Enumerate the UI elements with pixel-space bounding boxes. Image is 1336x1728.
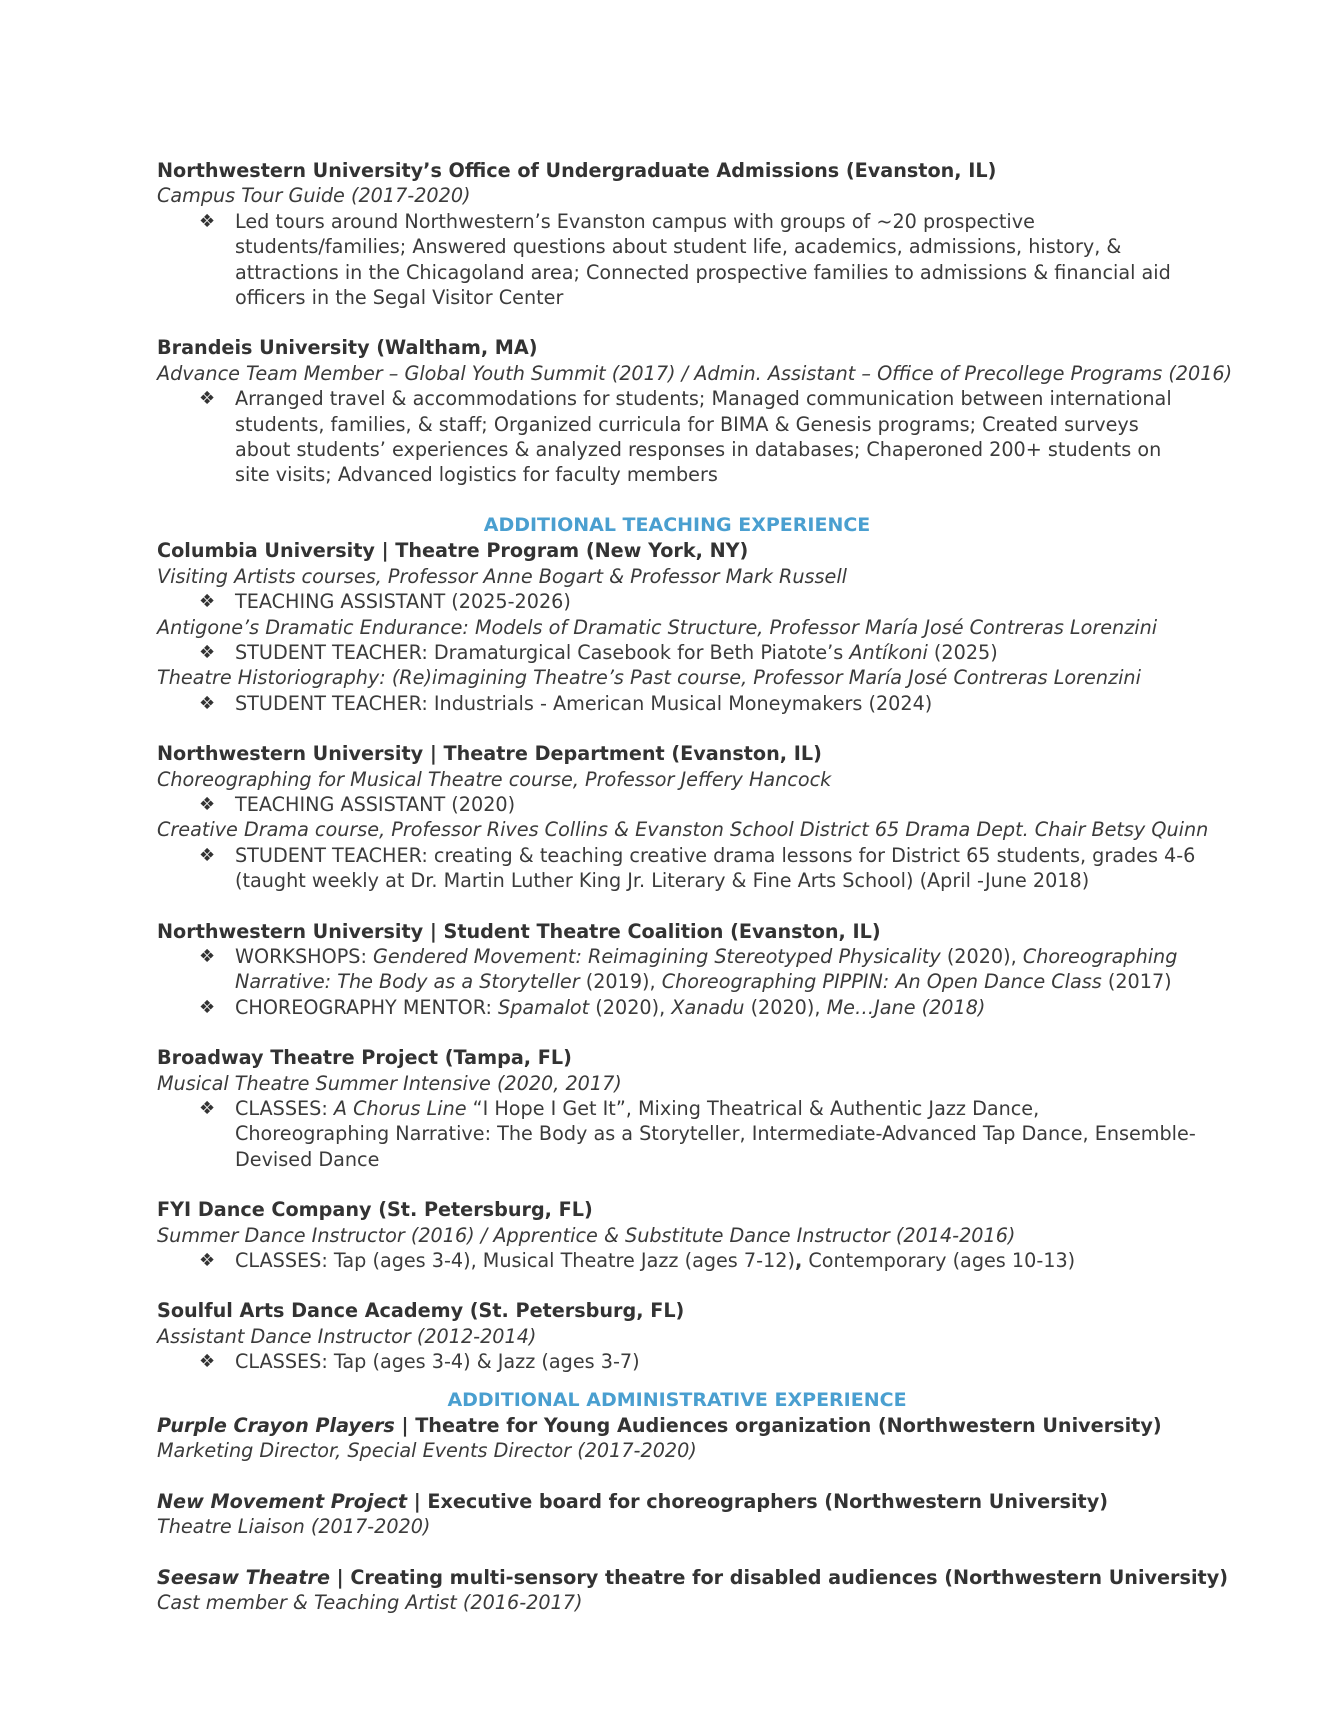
bullet-icon: ❖: [199, 641, 216, 663]
section-title-teaching: ADDITIONAL TEACHING EXPERIENCE: [483, 513, 871, 536]
org-heading: FYI Dance Company (St. Petersburg, FL): [157, 1198, 593, 1222]
show-title: A Chorus Line: [333, 1097, 467, 1120]
bullet-text: STUDENT TEACHER: Industrials - American Musical Moneymakers (2024): [235, 691, 933, 715]
bullet-item: [157, 843, 1197, 894]
bullet-text: Arranged travel & accommodations for students; Managed communication between international students, families, & staff; Organized curricula for BIMA & Genesis programs; Created surveys about students’ experiences & analyzed responses in databases; Chaperoned 200+ students on site visits; Advanced logistics for faculty members: [235, 387, 1172, 487]
bullet-text: TEACHING ASSISTANT (2020): [235, 792, 516, 816]
bullet-text-part: (2025): [927, 640, 998, 664]
bullet-text-part: Contemporary (ages 10-13): [802, 1249, 1076, 1273]
entry-seesaw: [157, 1565, 1228, 1616]
bullet-icon: ❖: [199, 945, 216, 967]
role-title: Cast member & Teaching Artist (2016-2017): [157, 1591, 583, 1615]
bullet-item: [157, 1096, 1197, 1172]
bullet-icon: ❖: [199, 1351, 216, 1373]
entry-soulful: [157, 1298, 1197, 1374]
bullet-icon: ❖: [199, 844, 216, 866]
org-description: | Executive board for choreographers (Northwestern University): [407, 1489, 1108, 1513]
bullet-icon: ❖: [199, 793, 216, 815]
org-heading: Brandeis University (Waltham, MA): [157, 336, 538, 360]
bullet-icon: ❖: [199, 692, 216, 714]
show-title: Me…Jane (2018): [826, 995, 986, 1019]
comma: ,: [794, 1249, 803, 1273]
entry-nu-stc: [157, 919, 1197, 1021]
year: (2020),: [940, 944, 1023, 968]
org-heading: Columbia University | Theatre Program (New York, NY): [157, 539, 749, 563]
org-name: Purple Crayon Players: [157, 1414, 395, 1438]
year: (2019),: [579, 970, 662, 994]
bullet-item: [157, 1349, 1197, 1374]
label: CLASSES:: [235, 1097, 334, 1120]
bullet-text: [235, 1096, 1197, 1172]
course-title: Theatre Historiography: (Re)imagining Theatre’s Past course, Professor María José Contreras Lorenzini: [157, 666, 1141, 690]
org-description: | Creating multi-sensory theatre for disabled audiences (Northwestern University): [329, 1565, 1228, 1589]
year: (2017): [1101, 970, 1172, 994]
bullet-item: [157, 640, 1197, 665]
resume-content: [157, 158, 1233, 1641]
role-title: Advance Team Member – Global Youth Summit (2017) / Admin. Assistant – Office of Precollege Programs (2016): [157, 361, 1233, 385]
show-title: Spamalot: [498, 995, 590, 1019]
org-heading: Northwestern University | Student Theatre Coalition (Evanston, IL): [157, 919, 881, 943]
bullet-icon: ❖: [199, 1250, 216, 1272]
bullet-icon: ❖: [199, 996, 216, 1018]
workshop-title: Choreographing PIPPIN: An Open Dance Class: [661, 970, 1102, 994]
year: (2020),: [744, 995, 827, 1019]
show-title: Xanadu: [671, 995, 745, 1019]
bullet-text-part: STUDENT TEACHER: Dramaturgical Casebook for Beth Piatote’s: [235, 640, 850, 664]
label: WORKSHOPS:: [235, 944, 374, 968]
bullet-icon: ❖: [199, 388, 216, 410]
entry-brandeis: [157, 335, 1233, 487]
bullet-item: [157, 995, 1197, 1020]
org-heading: Northwestern University’s Office of Undergraduate Admissions (Evanston, IL): [157, 159, 997, 182]
section-title-admin: ADDITIONAL ADMINISTRATIVE EXPERIENCE: [447, 1388, 907, 1411]
org-heading: [157, 1413, 1197, 1438]
bullet-text: Led tours around Northwestern’s Evanston campus with groups of ~20 prospective students/families; Answered questions about student life, academics, admissions, history, & attractions in the Chicagoland area; Connected prospective families to admissions & financial aid officers in the Segal Visitor Center: [235, 209, 1171, 310]
bullet-text: [235, 1248, 1197, 1273]
workshop-title: Choreographing Narrative: The Body as a Storyteller: [235, 944, 1178, 994]
bullet-text-part: “I Hope I Get It”, Mixing Theatrical & Authentic Jazz Dance, Choreographing Narrative: The Body as a Storyteller, Intermediate-Advanced Tap Dance, Ensemble-Devised Dance: [235, 1097, 1196, 1171]
course-title: Choreographing for Musical Theatre course, Professor Jeffery Hancock: [157, 767, 832, 791]
label: CHOREOGRAPHY MENTOR:: [235, 995, 499, 1019]
bullet-item: [157, 792, 1197, 817]
entry-nu-theatre: [157, 741, 1209, 893]
entry-nu-admissions: [157, 158, 1197, 310]
org-heading: Broadway Theatre Project (Tampa, FL): [157, 1046, 572, 1070]
bullet-item: [157, 944, 1197, 995]
bullet-text: STUDENT TEACHER: creating & teaching creative drama lessons for District 65 students, grades 4-6 (taught weekly at Dr. Martin Luther King Jr. Literary & Fine Arts School) (April -June 2018): [235, 843, 1196, 893]
role-title: Campus Tour Guide (2017-2020): [157, 184, 471, 208]
entry-purple-crayon: [157, 1413, 1197, 1464]
bullet-text: [235, 640, 1197, 665]
org-heading: [157, 1565, 1228, 1590]
bullet-icon: ❖: [199, 1098, 216, 1119]
entry-fyi: [157, 1197, 1197, 1273]
course-title: Creative Drama course, Professor Rives Collins & Evanston School District 65 Drama Dept. Chair Betsy Quinn: [157, 818, 1209, 842]
workshop-title: Gendered Movement: Reimagining Stereotyped Physicality: [373, 944, 941, 968]
role-title: Assistant Dance Instructor (2012-2014): [157, 1324, 537, 1348]
entry-new-movement: [157, 1489, 1197, 1540]
org-heading: [157, 1489, 1197, 1514]
bullet-item: [157, 1248, 1197, 1273]
bullet-item: [157, 691, 1197, 716]
bullet-icon: ❖: [199, 210, 216, 232]
bullet-text: [235, 944, 1197, 995]
role-title: Summer Dance Instructor (2016) / Apprentice & Substitute Dance Instructor (2014-2016): [157, 1223, 1016, 1247]
org-heading: Northwestern University | Theatre Department (Evanston, IL): [157, 742, 822, 766]
bullet-text-part: CLASSES: Tap (ages 3-4), Musical Theatre Jazz (ages 7-12): [235, 1249, 795, 1273]
year: (2020),: [589, 995, 672, 1019]
org-name: Seesaw Theatre: [157, 1565, 330, 1589]
bullet-item: [157, 589, 1197, 614]
org-heading: Soulful Arts Dance Academy (St. Petersburg, FL): [157, 1299, 685, 1323]
org-name: New Movement Project: [157, 1489, 408, 1513]
role-title: Theatre Liaison (2017-2020): [157, 1515, 431, 1539]
course-title: Antigone’s Dramatic Endurance: Models of Dramatic Structure, Professor María José Contreras Lorenzini: [157, 615, 1158, 639]
bullet-text: [235, 995, 1197, 1020]
bullet-icon: ❖: [199, 591, 216, 613]
bullet-item: [157, 386, 1197, 488]
bullet-text: TEACHING ASSISTANT (2025-2026): [235, 590, 571, 614]
bullet-item: [157, 209, 1197, 311]
play-title: Antíkoni: [849, 640, 928, 664]
entry-btp: [157, 1045, 1197, 1172]
bullet-text: CLASSES: Tap (ages 3-4) & Jazz (ages 3-7): [235, 1350, 640, 1374]
org-description: | Theatre for Young Audiences organization (Northwestern University): [394, 1414, 1162, 1438]
course-title: Visiting Artists courses, Professor Anne Bogart & Professor Mark Russell: [157, 564, 847, 588]
entry-columbia: [157, 538, 1197, 716]
role-title: Musical Theatre Summer Intensive (2020, 2017): [157, 1071, 622, 1095]
role-title: Marketing Director, Special Events Director (2017-2020): [157, 1439, 697, 1463]
